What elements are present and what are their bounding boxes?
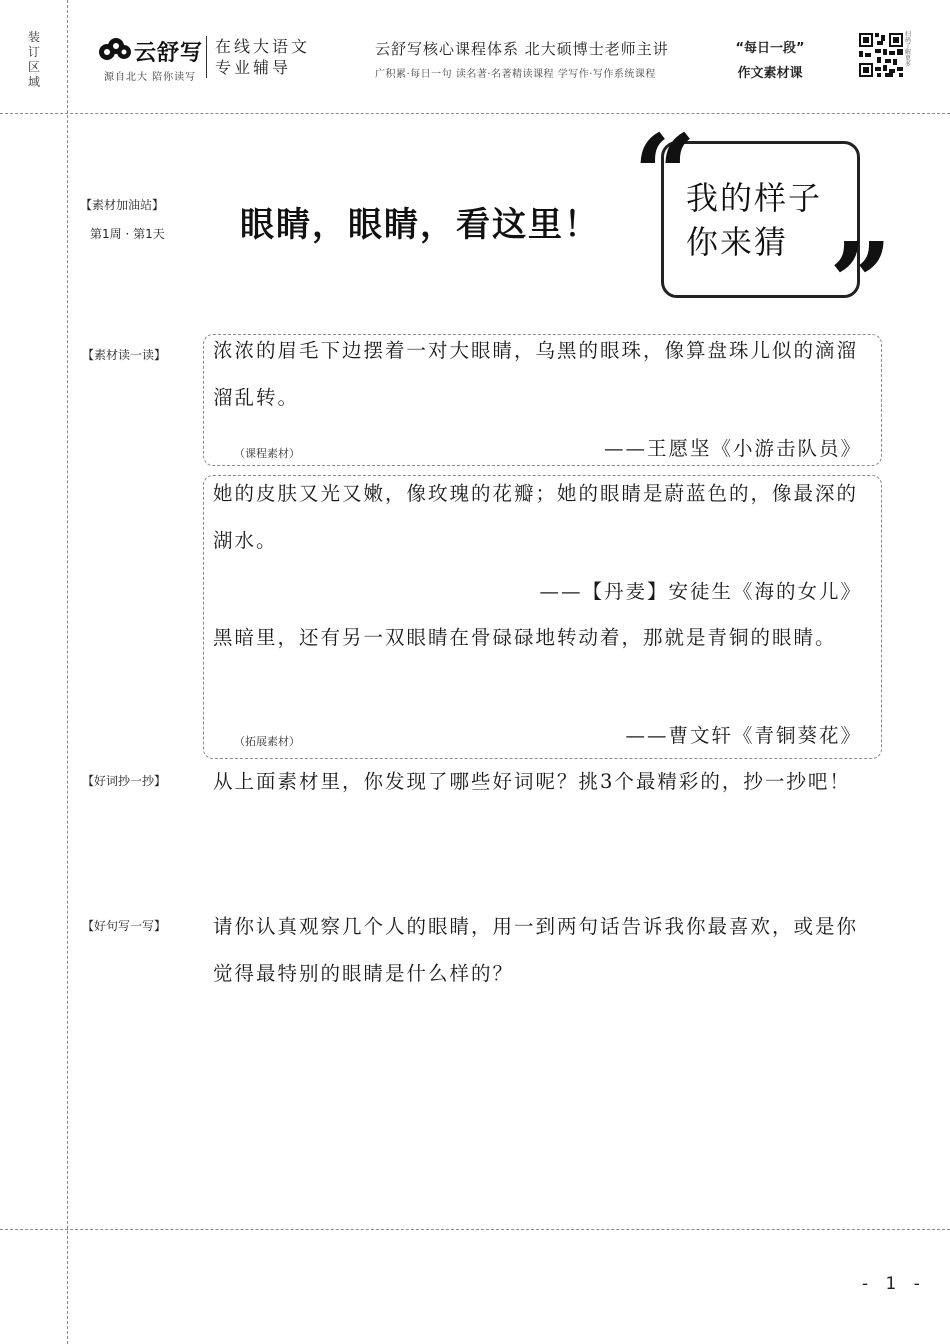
binding-area-label: 装订区域 (27, 30, 40, 89)
sentence-section-label: 【好句写一写】 (82, 919, 167, 933)
read-section-label: 【素材读一读】 (82, 348, 167, 362)
course-series-name: “每日一段” (735, 41, 805, 56)
qr-code-icon[interactable] (859, 33, 903, 77)
guess-line-2: 你来猜 (686, 223, 789, 261)
course-material-text: 浓浓的眉毛下边摆着一对大眼睛，乌黑的眼珠，像算盘珠儿似的滴溜溜乱转。 (213, 339, 859, 409)
course-material-citation: ——王愿坚《小游击队员》 (603, 437, 862, 460)
course-system-title: 云舒写核心课程体系 北大硕博士老师主讲 (375, 40, 669, 58)
guess-callout-text (686, 176, 822, 264)
guess-line-1: 我的样子 (686, 179, 823, 217)
pro-line-2: 专业辅导 (215, 58, 292, 77)
brand-logo (98, 34, 202, 82)
extended-material-note: （拓展素材） (234, 735, 300, 748)
extended-material-citation-1: ——【丹麦】安徒生《海的女儿》 (539, 580, 862, 603)
extended-material-text-1: 她的皮肤又光又嫩，像玫瑰的花瓣；她的眼睛是蔚蓝色的，像最深的湖水。 (213, 482, 859, 552)
qr-caption: 扫码了解更多 (905, 31, 912, 68)
extended-material-text-2: 黑暗里，还有另一双眼睛在骨碌碌地转动着，那就是青铜的眼睛。 (213, 626, 837, 649)
pro-line-1: 在线大语文 (215, 37, 311, 56)
sentence-section-prompt: 请你认真观察几个人的眼睛，用一到两句话告诉我你最喜欢，或是你觉得最特别的眼睛是什么样的？ (213, 915, 859, 985)
material-station-tag: 【素材加油站】 (80, 198, 165, 212)
course-name: 作文素材课 (737, 66, 803, 81)
open-quote-icon: “ (633, 110, 697, 239)
course-system-list: 广积累·每日一句 读名著·名著精读课程 学写作·写作系统课程 (375, 69, 656, 80)
brand-slogan: 源自北大 陪你读写 (104, 72, 197, 83)
week-day-label: 第1周 · 第1天 (90, 227, 165, 241)
course-system-info (375, 38, 669, 80)
page-number: - 1 - (862, 1274, 926, 1294)
brand-name: 云舒写 (134, 41, 204, 66)
header-divider (206, 36, 207, 78)
page-title: 眼睛，眼睛，看这里！ (240, 205, 600, 245)
words-section-prompt: 从上面素材里，你发现了哪些好词呢？挑3个最精彩的，抄一抄吧！ (213, 770, 851, 793)
words-section-label: 【好词抄一抄】 (82, 774, 167, 788)
binding-margin-line (67, 0, 68, 1344)
course-material-note: （课程素材） (234, 447, 300, 460)
close-quote-icon: ” (829, 218, 893, 347)
cloud-logo-icon (98, 37, 132, 63)
footer-cut-line (0, 1229, 950, 1230)
course-name-block (720, 37, 820, 81)
extended-material-citation-2: ——曹文轩《青铜葵花》 (625, 724, 862, 747)
header-pro-tagline (215, 36, 310, 78)
header-cut-line (0, 113, 950, 114)
